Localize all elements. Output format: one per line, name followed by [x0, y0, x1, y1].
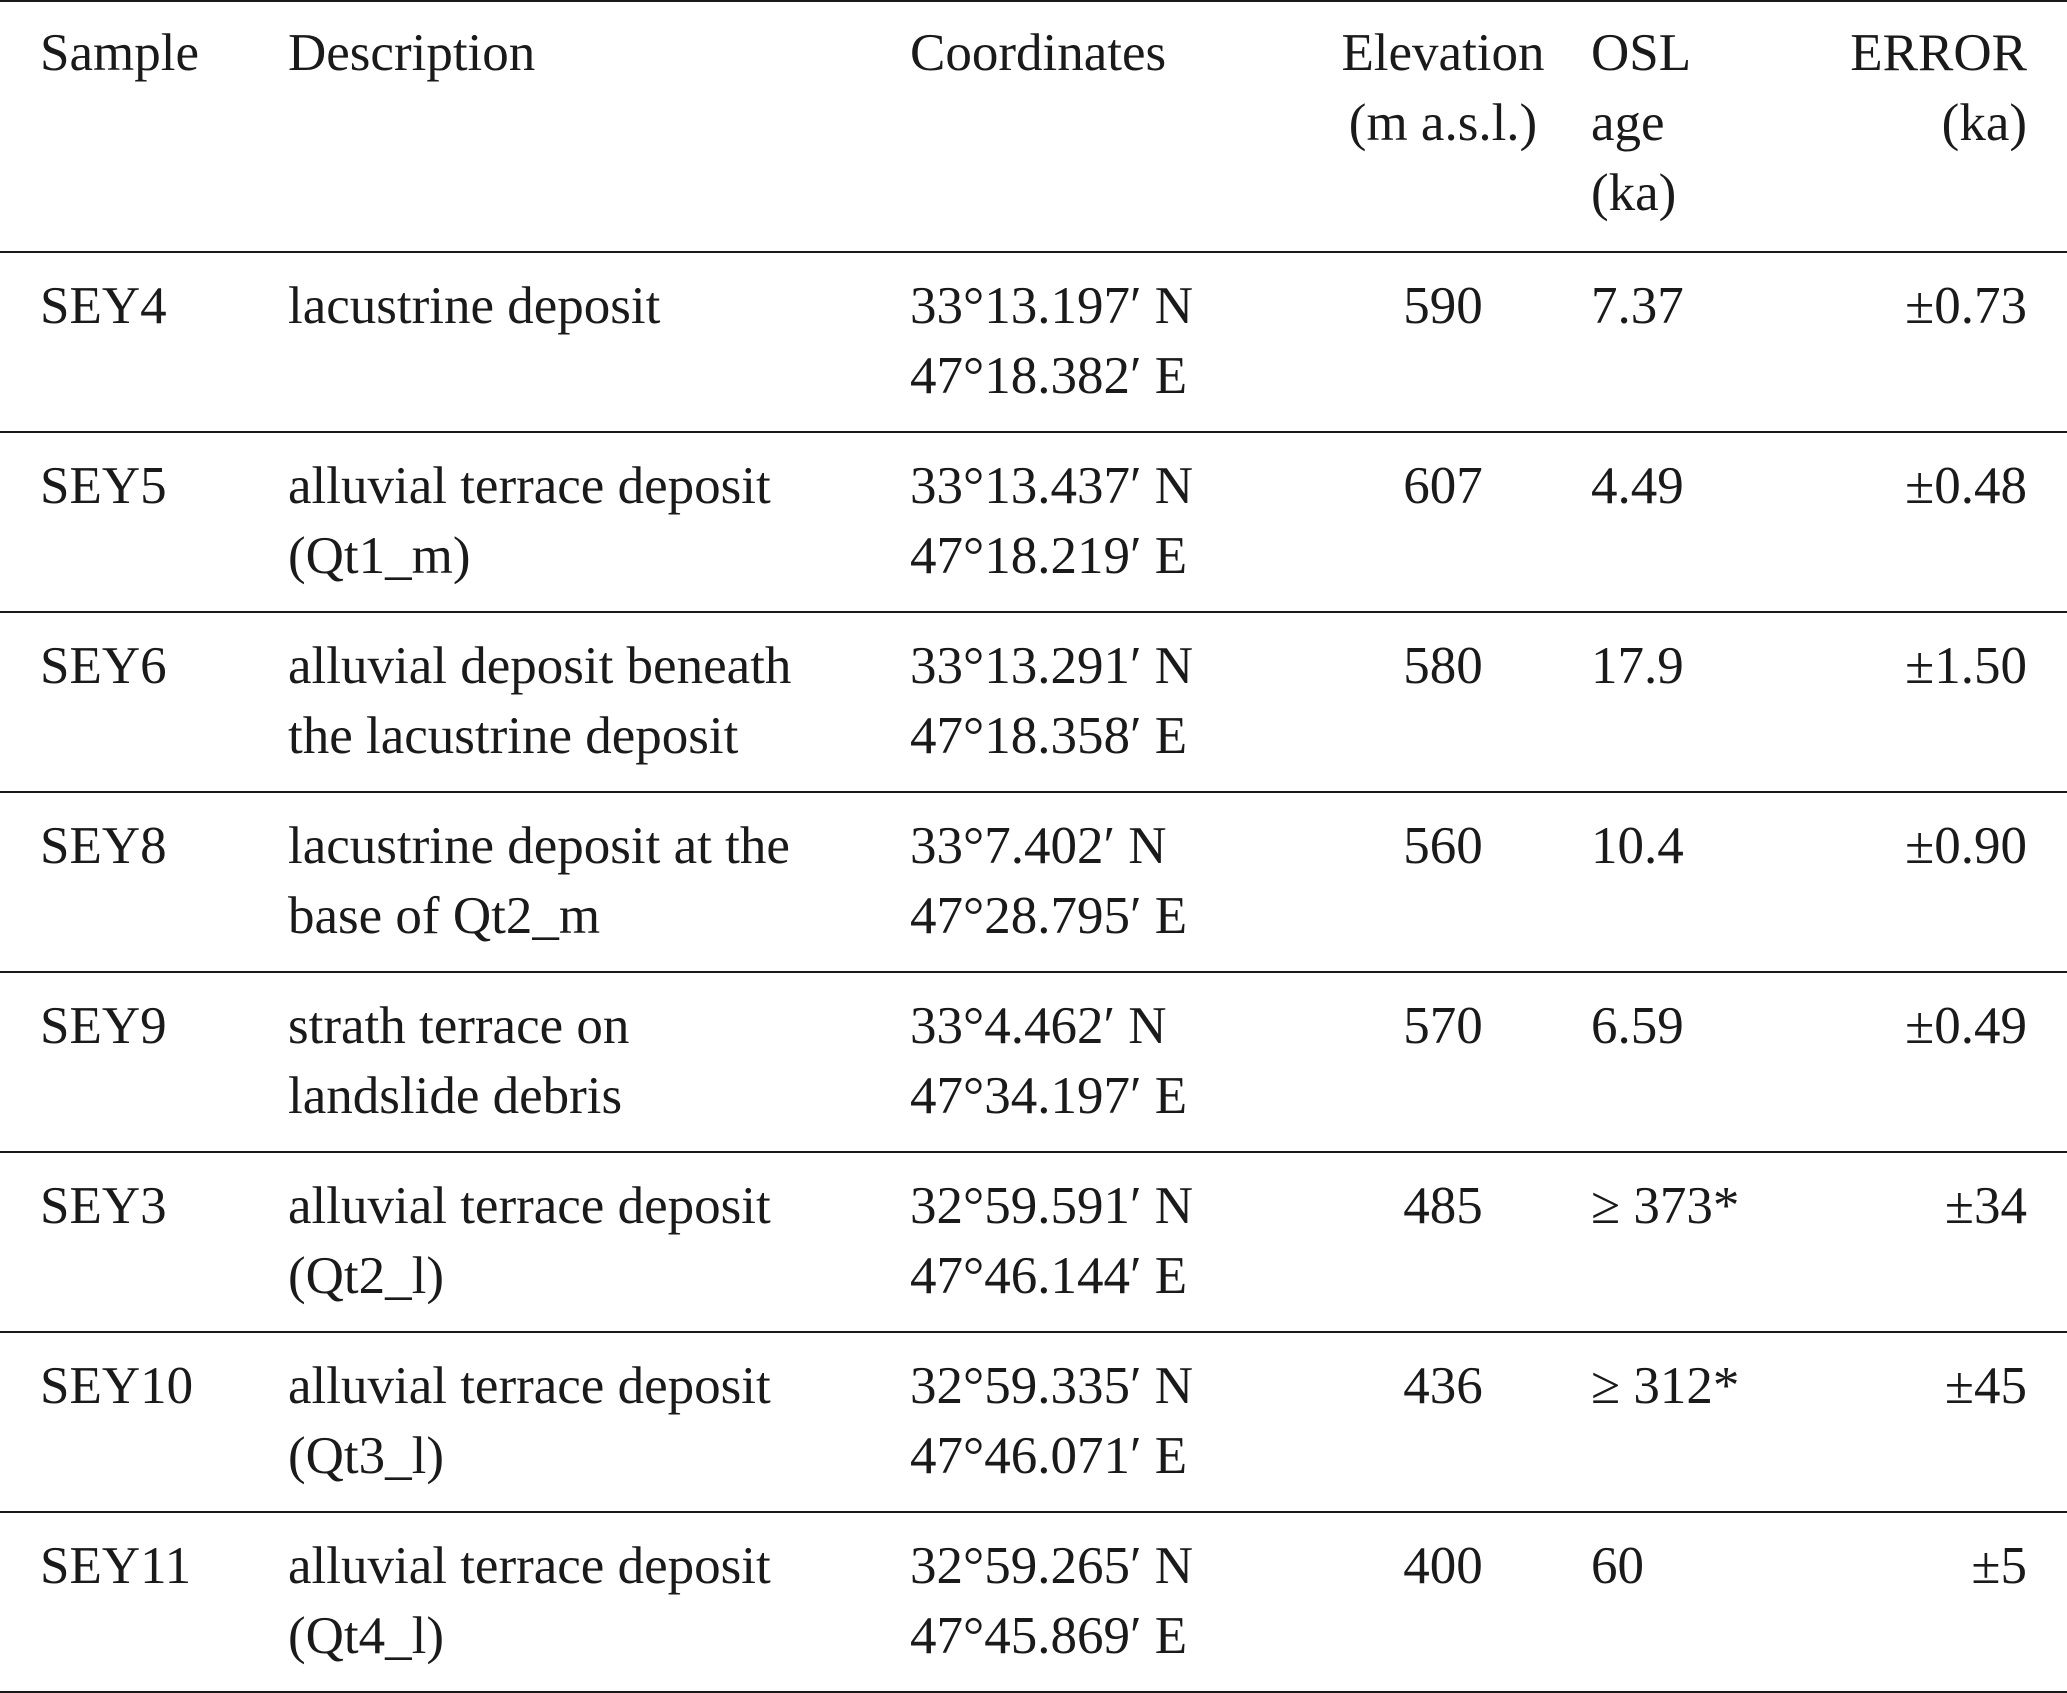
header-elevation: [1295, 1, 1591, 252]
cell-osl-age: 17.9: [1591, 637, 1684, 695]
header-error: [1819, 1, 2067, 252]
cell-error: ±0.90: [1905, 817, 2027, 875]
cell-description: [288, 1152, 910, 1332]
table-row: [0, 252, 2067, 432]
cell-sample: SEY6: [40, 637, 167, 695]
cell-description-line: alluvial terrace deposit: [288, 1357, 771, 1415]
header-row: [0, 1, 2067, 252]
cell-longitude: 47°18.358′ E: [910, 707, 1188, 765]
cell-coordinates: [910, 1332, 1295, 1512]
header-osl-age-line: OSL: [1591, 24, 1692, 82]
cell-error: ±45: [1944, 1357, 2027, 1415]
cell-description-line: (Qt3_l): [288, 1427, 445, 1485]
header-osl-age-unit: (ka): [1591, 164, 1677, 222]
header-elevation-unit: (m a.s.l.): [1348, 94, 1538, 152]
cell-sample: SEY5: [40, 457, 167, 515]
cell-sample: SEY9: [40, 997, 167, 1055]
cell-longitude: 47°34.197′ E: [910, 1067, 1188, 1125]
cell-elevation: 485: [1403, 1177, 1483, 1235]
cell-longitude: 47°18.219′ E: [910, 527, 1188, 585]
cell-osl-age: 4.49: [1591, 457, 1684, 515]
cell-longitude: 47°45.869′ E: [910, 1607, 1188, 1665]
cell-description-line: base of Qt2_m: [288, 887, 601, 945]
cell-elevation: 607: [1403, 457, 1483, 515]
header-error-unit: (ka): [1941, 94, 2027, 152]
cell-coordinates: [910, 432, 1295, 612]
header-osl-age: [1591, 1, 1819, 252]
cell-osl-age: ≥ 373*: [1591, 1177, 1740, 1235]
cell-description: [288, 612, 910, 792]
cell-description-line: alluvial terrace deposit: [288, 1177, 771, 1235]
cell-description: [288, 1332, 910, 1512]
cell-latitude: 32°59.335′ N: [910, 1357, 1194, 1415]
header-osl-age-line: age: [1591, 94, 1665, 152]
cell-longitude: 47°46.144′ E: [910, 1247, 1188, 1305]
cell-description: [288, 432, 910, 612]
table-body: [0, 252, 2067, 1692]
table-row: [0, 1512, 2067, 1692]
cell-error: ±0.49: [1905, 997, 2027, 1055]
cell-description-line: (Qt1_m): [288, 527, 471, 585]
cell-osl-age: ≥ 312*: [1591, 1357, 1740, 1415]
cell-elevation: 590: [1403, 277, 1483, 335]
cell-coordinates: [910, 612, 1295, 792]
cell-longitude: 47°18.382′ E: [910, 347, 1188, 405]
header-elevation-line: Elevation: [1341, 24, 1545, 82]
cell-coordinates: [910, 1152, 1295, 1332]
cell-sample: SEY8: [40, 817, 167, 875]
table-row: [0, 1332, 2067, 1512]
cell-osl-age: 6.59: [1591, 997, 1684, 1055]
cell-coordinates: [910, 972, 1295, 1152]
cell-description: [288, 1512, 910, 1692]
header-error-line: ERROR: [1850, 24, 2027, 82]
cell-latitude: 33°13.291′ N: [910, 637, 1194, 695]
table-row: [0, 432, 2067, 612]
cell-latitude: 33°13.197′ N: [910, 277, 1194, 335]
cell-osl-age: 7.37: [1591, 277, 1684, 335]
cell-longitude: 47°28.795′ E: [910, 887, 1188, 945]
table-row: [0, 792, 2067, 972]
cell-description-line: (Qt4_l): [288, 1607, 445, 1665]
cell-description-line: alluvial terrace deposit: [288, 457, 771, 515]
table-row: [0, 1152, 2067, 1332]
cell-sample: SEY3: [40, 1177, 167, 1235]
table-row: [0, 972, 2067, 1152]
cell-longitude: 47°46.071′ E: [910, 1427, 1188, 1485]
cell-description-line: alluvial deposit beneath: [288, 637, 792, 695]
cell-description: [288, 792, 910, 972]
cell-error: ±1.50: [1905, 637, 2027, 695]
cell-elevation: 580: [1403, 637, 1483, 695]
cell-elevation: 560: [1403, 817, 1483, 875]
cell-error: ±0.73: [1905, 277, 2027, 335]
cell-elevation: 436: [1403, 1357, 1483, 1415]
cell-description: [288, 252, 910, 432]
cell-description-line: alluvial terrace deposit: [288, 1537, 771, 1595]
cell-description-line: (Qt2_l): [288, 1247, 445, 1305]
cell-description-line: strath terrace on: [288, 997, 630, 1055]
cell-description-line: lacustrine deposit: [288, 277, 661, 335]
cell-description-line: lacustrine deposit at the: [288, 817, 790, 875]
cell-coordinates: [910, 792, 1295, 972]
cell-latitude: 33°4.462′ N: [910, 997, 1167, 1055]
table-row: [0, 612, 2067, 792]
cell-latitude: 33°7.402′ N: [910, 817, 1167, 875]
header-coordinates: Coordinates: [910, 24, 1167, 82]
cell-elevation: 400: [1403, 1537, 1483, 1595]
cell-latitude: 32°59.265′ N: [910, 1537, 1194, 1595]
table-header: [0, 1, 2067, 252]
cell-description: [288, 972, 910, 1152]
cell-osl-age: 10.4: [1591, 817, 1684, 875]
cell-error: ±5: [1971, 1537, 2027, 1595]
cell-sample: SEY4: [40, 277, 167, 335]
cell-coordinates: [910, 252, 1295, 432]
cell-sample: SEY10: [40, 1357, 194, 1415]
cell-latitude: 33°13.437′ N: [910, 457, 1194, 515]
cell-osl-age: 60: [1591, 1537, 1644, 1595]
cell-coordinates: [910, 1512, 1295, 1692]
cell-error: ±34: [1944, 1177, 2027, 1235]
cell-description-line: landslide debris: [288, 1067, 623, 1125]
cell-latitude: 32°59.591′ N: [910, 1177, 1194, 1235]
cell-description-line: the lacustrine deposit: [288, 707, 739, 765]
header-description: Description: [288, 24, 536, 82]
cell-sample: SEY11: [40, 1537, 192, 1595]
header-sample: Sample: [40, 24, 199, 82]
cell-error: ±0.48: [1905, 457, 2027, 515]
cell-elevation: 570: [1403, 997, 1483, 1055]
